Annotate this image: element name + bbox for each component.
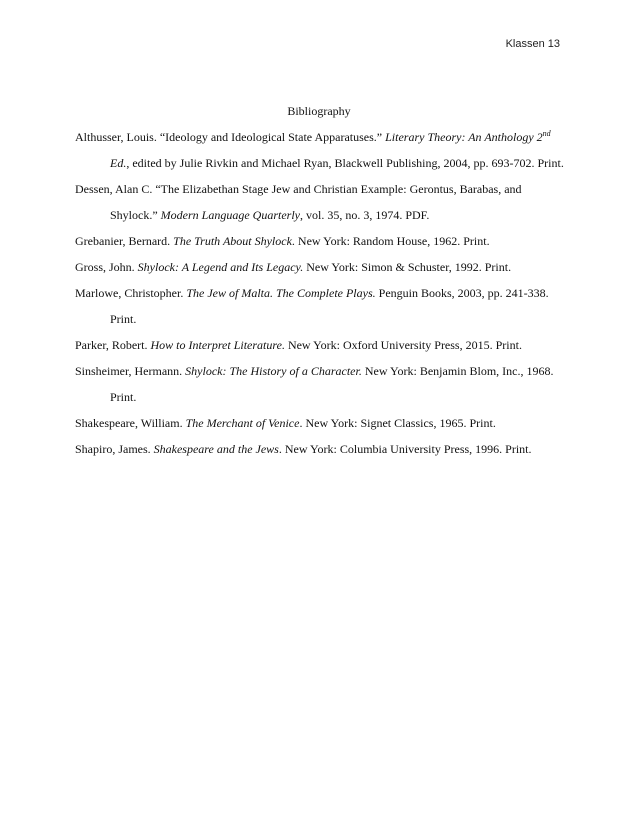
entry-publication: , vol. 35, no. 3, 1974. PDF. bbox=[300, 208, 430, 222]
entry-title: Shylock: A Legend and Its Legacy. bbox=[137, 260, 304, 274]
entry-publication: New York: Simon & Schuster, 1992. Print. bbox=[303, 260, 512, 274]
bibliography-entry bbox=[75, 124, 565, 176]
bibliography-entry bbox=[75, 176, 565, 228]
bibliography-entry bbox=[75, 358, 565, 410]
entry-publication: . New York: Columbia University Press, 1996. Print. bbox=[278, 442, 532, 456]
bibliography-entry bbox=[75, 332, 565, 358]
entry-container-title: Literary Theory: An Anthology 2 bbox=[385, 130, 543, 144]
entry-publication: New York: Oxford University Press, 2015. Print. bbox=[284, 338, 522, 352]
entry-publication: . New York: Signet Classics, 1965. Print. bbox=[299, 416, 496, 430]
entry-title: The Merchant of Venice bbox=[185, 416, 300, 430]
entry-author: Marlowe, Christopher. bbox=[75, 286, 187, 300]
entry-publication: New York: Benjamin Blom, Inc., 1968. Print. bbox=[110, 364, 554, 404]
entry-publication: , edited by Julie Rivkin and Michael Ryan, Blackwell Publishing, 2004, pp. 693-702. Print. bbox=[126, 156, 564, 170]
entry-author: Shakespeare, William. bbox=[75, 416, 186, 430]
bibliography-list bbox=[75, 124, 565, 462]
entry-author-title: Dessen, Alan C. “The Elizabethan Stage Jew and Christian Example: Gerontus, Barabas, and Shylock.” bbox=[75, 182, 522, 222]
entry-publication: . New York: Random House, 1962. Print. bbox=[291, 234, 490, 248]
entry-title: Shakespeare and the Jews bbox=[153, 442, 279, 456]
entry-author: Shapiro, James. bbox=[75, 442, 154, 456]
bibliography-entry bbox=[75, 436, 565, 462]
entry-author: Sinsheimer, Hermann. bbox=[75, 364, 186, 378]
bibliography-entry bbox=[75, 254, 565, 280]
entry-container-title-cont: Ed. bbox=[110, 156, 127, 170]
bibliography-entry bbox=[75, 280, 565, 332]
entry-title: The Truth About Shylock bbox=[173, 234, 292, 248]
entry-author: Grebanier, Bernard. bbox=[75, 234, 174, 248]
bibliography-entry bbox=[75, 410, 565, 436]
entry-author: Gross, John. bbox=[75, 260, 138, 274]
entry-author: Parker, Robert. bbox=[75, 338, 151, 352]
bibliography-entry bbox=[75, 228, 565, 254]
entry-author-title: Althusser, Louis. “Ideology and Ideological State Apparatuses.” bbox=[75, 130, 386, 144]
entry-container-title: Modern Language Quarterly bbox=[160, 208, 300, 222]
entry-superscript: nd bbox=[542, 129, 551, 138]
entry-title: Shylock: The History of a Character. bbox=[185, 364, 362, 378]
entry-title: How to Interpret Literature. bbox=[150, 338, 285, 352]
running-head: Klassen 13 bbox=[505, 38, 560, 50]
entry-publication: Penguin Books, 2003, pp. 241-338. Print. bbox=[110, 286, 549, 326]
page-title: Bibliography bbox=[287, 104, 351, 118]
entry-title: The Jew of Malta. The Complete Plays. bbox=[186, 286, 376, 300]
